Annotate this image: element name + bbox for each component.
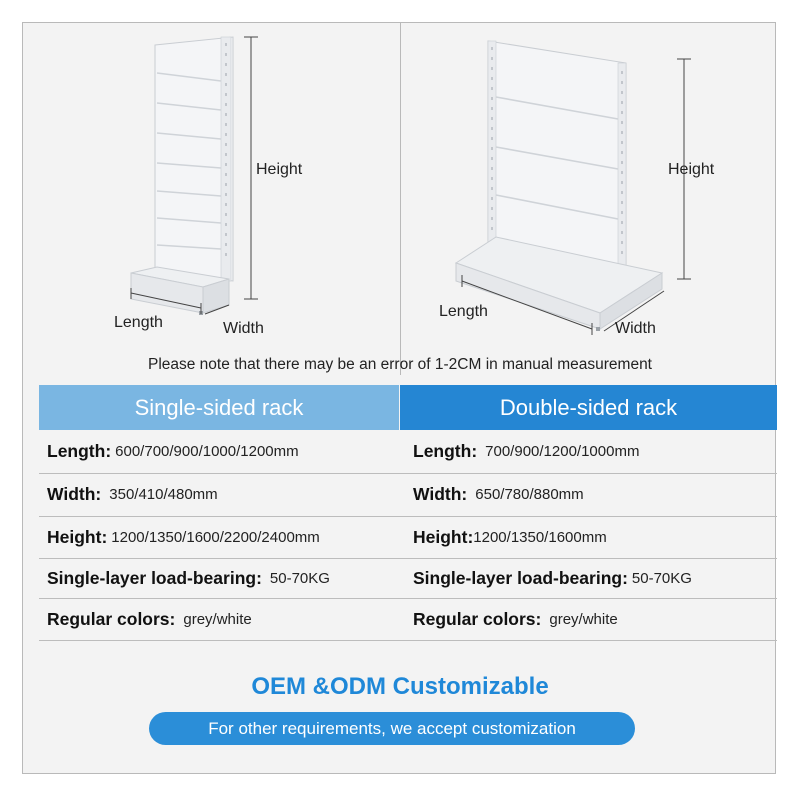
- spec-key: Length:: [413, 441, 478, 461]
- spec-value: 600/700/900/1000/1200mm: [115, 443, 299, 460]
- right-length-label: Length: [439, 303, 488, 320]
- spec-value: 50-70KG: [631, 569, 692, 587]
- right-colors-cell: [413, 598, 618, 640]
- left-width-label: Width: [223, 320, 264, 337]
- spec-row-width: [39, 473, 777, 517]
- spec-key: Width:: [47, 484, 102, 504]
- spec-key: Regular colors:: [47, 608, 176, 629]
- customization-banner: For other requirements, we accept customization: [149, 712, 635, 745]
- spec-value: 700/900/1200/1000mm: [485, 443, 640, 460]
- oem-odm-title: OEM &ODM Customizable: [251, 673, 549, 700]
- left-length-cell: [47, 430, 299, 473]
- single-sided-rack-image: [23, 23, 400, 353]
- left-colors-cell: [47, 598, 252, 640]
- measurement-note: Please note that there may be an error of 1-2CM in manual measurement: [147, 356, 652, 373]
- double-sided-header: Double-sided rack: [400, 385, 777, 430]
- left-length-label: Length: [114, 314, 163, 331]
- spec-row-load-bearing: [39, 558, 777, 599]
- spec-value: grey/white: [183, 610, 252, 628]
- spec-key: Single-layer load-bearing:: [47, 567, 262, 588]
- spec-key: Regular colors:: [413, 608, 542, 629]
- left-width-cell: [47, 473, 218, 516]
- spec-key: Height:: [413, 526, 474, 547]
- right-width-cell: [413, 473, 584, 516]
- spec-sheet: [22, 22, 776, 774]
- spec-value: 1200/1350/1600mm: [473, 528, 607, 546]
- right-height-label: Height: [668, 161, 715, 178]
- right-height-cell: [413, 516, 607, 558]
- spec-key: Single-layer load-bearing:: [413, 567, 628, 588]
- spec-value: 1200/1350/1600/2200/2400mm: [111, 528, 320, 546]
- spec-value: 50-70KG: [269, 569, 330, 587]
- right-load-cell: [413, 558, 692, 598]
- spec-key: Width:: [413, 484, 468, 504]
- spec-value: grey/white: [549, 610, 618, 628]
- left-load-cell: [47, 558, 330, 598]
- left-height-cell: [47, 516, 320, 558]
- spec-value: 350/410/480mm: [109, 486, 218, 503]
- spec-row-length: [39, 430, 777, 474]
- spec-value: 650/780/880mm: [475, 486, 584, 503]
- spec-row-height: [39, 516, 777, 559]
- spec-key: Length:: [47, 441, 112, 461]
- left-height-label: Height: [256, 161, 303, 178]
- spec-key: Height:: [47, 526, 108, 547]
- single-sided-header: Single-sided rack: [39, 385, 399, 430]
- right-length-cell: [413, 430, 639, 473]
- spec-row-colors: [39, 598, 777, 641]
- right-width-label: Width: [615, 320, 656, 337]
